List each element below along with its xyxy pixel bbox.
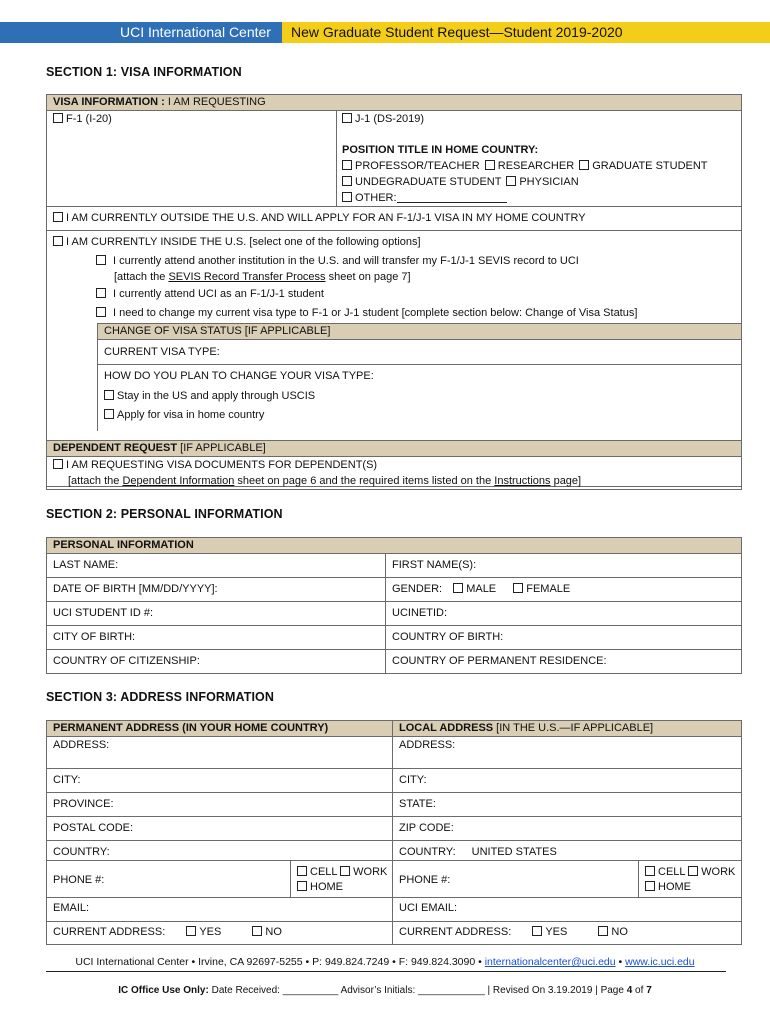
outside-us-checkbox[interactable] [53,212,63,222]
inside-us-checkbox[interactable] [53,236,63,246]
position-title-label: POSITION TITLE IN HOME COUNTRY: [342,144,539,156]
footer-contact: UCI International Center • Irvine, CA 92697-5255 • P: 949.824.7249 • F: 949.824.3090 • internationalcenter@uci.edu • www.ic.uci.edu [75,956,695,968]
local-current-address-field: CURRENT ADDRESS: YES NO [399,926,628,938]
dependent-option[interactable]: I AM REQUESTING VISA DOCUMENTS FOR DEPENDENT(S) [53,458,377,473]
perm-email-label: EMAIL: [53,902,90,914]
f1-checkbox[interactable] [53,113,63,123]
province-label: PROVINCE: [53,798,114,810]
inside-us-option[interactable]: I AM CURRENTLY INSIDE THE U.S. [select one of the following options] [53,235,421,250]
stay-us-option[interactable]: Stay in the US and apply through USCIS [104,389,315,404]
local-phone-label: PHONE #: [399,874,451,886]
local-address-label: ADDRESS: [399,739,456,751]
postal-code-label: POSTAL CODE: [53,822,134,834]
gender-field: GENDER: MALE FEMALE [392,583,571,595]
perm-phone-label: PHONE #: [53,874,105,886]
section3-title: SECTION 3: ADDRESS INFORMATION [46,690,275,704]
local-work-checkbox[interactable] [688,866,698,876]
current-visa-label: CURRENT VISA TYPE: [104,346,220,358]
city-birth-label: CITY OF BIRTH: [53,631,136,643]
dependent-attach-note: [attach the Dependent Information sheet on page 6 and the required items listed on the Instructions page] [68,475,582,487]
visa-info-header: VISA INFORMATION : I AM REQUESTING [46,94,742,111]
researcher-checkbox[interactable] [485,160,495,170]
perm-work-checkbox[interactable] [340,866,350,876]
change-visa-header: CHANGE OF VISA STATUS [IF APPLICABLE] [97,323,742,340]
local-city-label: CITY: [399,774,427,786]
undergrad-checkbox[interactable] [342,176,352,186]
male-checkbox[interactable] [453,583,463,593]
change-visa-option[interactable]: I need to change my current visa type to F-1 or J-1 student [complete section below: Change of Visa Status] [96,306,637,321]
other-checkbox[interactable] [342,192,352,202]
stay-us-checkbox[interactable] [104,390,114,400]
f1-option[interactable]: F-1 (I-20) [53,112,112,127]
perm-country-label: COUNTRY: [53,846,110,858]
outside-us-option[interactable]: I AM CURRENTLY OUTSIDE THE U.S. AND WILL APPLY FOR AN F-1/J-1 VISA IN MY HOME COUNTRY [53,211,586,226]
uci-student-option[interactable]: I currently attend UCI as an F-1/J-1 student [96,287,324,302]
perm-address-label: ADDRESS: [53,739,110,751]
perm-phone-type-row2: HOME [297,880,343,895]
footer-web-link[interactable]: www.ic.uci.edu [625,956,695,968]
position-row-2: UNDEGRADUATE STUDENT PHYSICIAN [342,175,579,190]
instructions-link[interactable]: Instructions [494,475,551,487]
dependent-checkbox[interactable] [53,459,63,469]
j1-checkbox[interactable] [342,113,352,123]
other-input[interactable] [397,192,507,203]
local-country-value: UNITED STATES [471,846,557,858]
citizenship-label: COUNTRY OF CITIZENSHIP: [53,655,200,667]
local-cell-checkbox[interactable] [645,866,655,876]
personal-info-header: PERSONAL INFORMATION [46,537,742,554]
perm-cell-checkbox[interactable] [297,866,307,876]
perm-home-checkbox[interactable] [297,881,307,891]
footer-divider [46,971,726,972]
transfer-checkbox[interactable] [96,255,106,265]
footer-email-link[interactable]: internationalcenter@uci.edu [484,956,616,968]
zip-code-label: ZIP CODE: [399,822,454,834]
uci-email-label: UCI EMAIL: [399,902,458,914]
uci-student-checkbox[interactable] [96,288,106,298]
dependent-info-link[interactable]: Dependent Information [122,475,235,487]
change-visa-checkbox[interactable] [96,307,106,317]
professor-checkbox[interactable] [342,160,352,170]
perm-current-yes-checkbox[interactable] [186,926,196,936]
apply-home-checkbox[interactable] [104,409,114,419]
how-change-label: HOW DO YOU PLAN TO CHANGE YOUR VISA TYPE: [104,370,374,382]
physician-checkbox[interactable] [506,176,516,186]
first-name-label: FIRST NAME(S): [392,559,477,571]
section1-title: SECTION 1: VISA INFORMATION [46,65,242,79]
ucinetid-label: UCINETID: [392,607,447,619]
dob-label: DATE OF BIRTH [MM/DD/YYYY]: [53,583,218,595]
perm-current-address-field: CURRENT ADDRESS: YES NO [53,926,282,938]
local-phone-type-row1: CELL WORK [645,865,735,880]
perm-city-label: CITY: [53,774,81,786]
perm-phone-type-row1: CELL WORK [297,865,387,880]
banner-form-title: New Graduate Student Request—Student 2019-2020 [282,22,770,43]
local-phone-type-row2: HOME [645,880,691,895]
section2-title: SECTION 2: PERSONAL INFORMATION [46,507,283,521]
dependent-header: DEPENDENT REQUEST [IF APPLICABLE] [46,440,742,457]
student-id-label: UCI STUDENT ID #: [53,607,154,619]
banner-org: UCI International Center [0,22,282,43]
last-name-label: LAST NAME: [53,559,119,571]
apply-home-option[interactable]: Apply for visa in home country [104,408,264,423]
transfer-attach-note: [attach the SEVIS Record Transfer Process sheet on page 7] [114,271,411,283]
position-row-3: OTHER: [342,191,507,206]
perm-residence-label: COUNTRY OF PERMANENT RESIDENCE: [392,655,607,667]
top-banner [0,22,770,43]
local-home-checkbox[interactable] [645,881,655,891]
graduate-checkbox[interactable] [579,160,589,170]
footer-office-use: IC Office Use Only: Date Received: __________ Advisor’s Initials: ____________ | Revised On 3.19.2019 | Page 4 of 7 [118,985,652,996]
position-row-1: PROFESSOR/TEACHER RESEARCHER GRADUATE STUDENT [342,159,708,174]
local-current-no-checkbox[interactable] [598,926,608,936]
address-header: PERMANENT ADDRESS (IN YOUR HOME COUNTRY) [46,720,742,737]
j1-option[interactable]: J-1 (DS-2019) [342,112,424,127]
local-address-header: LOCAL ADDRESS [IN THE U.S.—IF APPLICABLE] [392,720,742,737]
perm-current-no-checkbox[interactable] [252,926,262,936]
local-current-yes-checkbox[interactable] [532,926,542,936]
transfer-option[interactable]: I currently attend another institution in the U.S. and will transfer my F-1/J-1 SEVIS record to UCI [96,254,579,269]
local-country-field: COUNTRY: UNITED STATES [399,846,557,858]
female-checkbox[interactable] [513,583,523,593]
country-birth-label: COUNTRY OF BIRTH: [392,631,504,643]
sevis-transfer-link[interactable]: SEVIS Record Transfer Process [168,271,326,283]
state-label: STATE: [399,798,436,810]
